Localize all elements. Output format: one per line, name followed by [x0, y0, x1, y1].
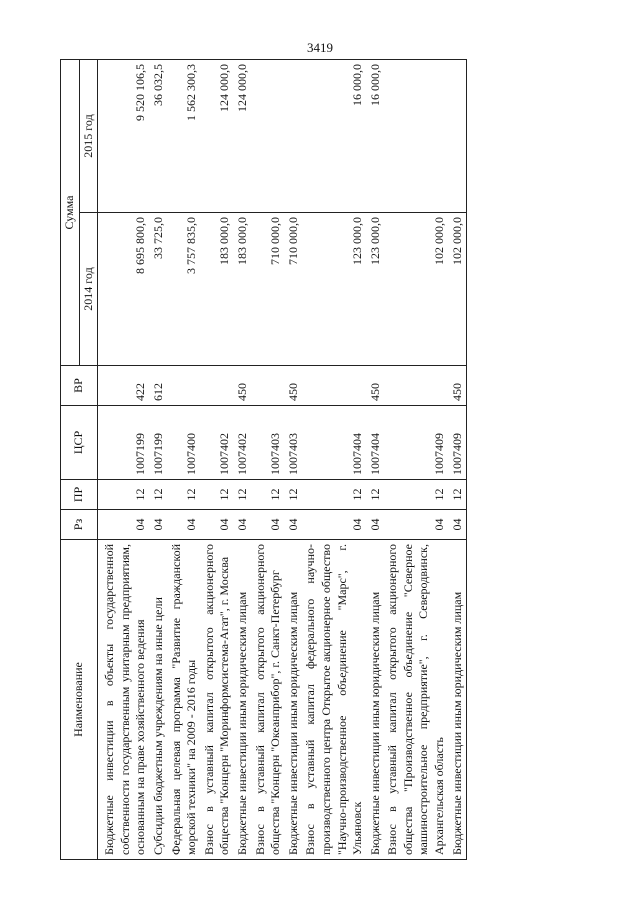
budget-table — [60, 59, 467, 860]
row-rz: 04 — [168, 510, 201, 540]
row-name: Бюджетные инвестиции иным юридическим лицам — [367, 540, 385, 860]
row-vr: 450 — [367, 366, 385, 406]
row-amount-2014: 183 000,0 — [201, 213, 234, 366]
row-vr: 450 — [234, 366, 252, 406]
row-pr: 12 — [252, 480, 285, 510]
header-name: Наименование — [61, 540, 98, 860]
row-amount-2015: 16 000,0 — [367, 59, 385, 212]
row-pr: 12 — [285, 480, 303, 510]
row-name: Взнос в уставный капитал федерального научно-производственного центра Открытое акционерное общество "Научно-производственное объединение "Марс", г. Ульяновск — [302, 540, 366, 860]
row-csr: 1007404 — [302, 406, 366, 480]
table-row — [252, 59, 285, 859]
row-amount-2015: 124 000,0 — [234, 59, 252, 212]
table-row — [150, 59, 168, 859]
row-rz: 04 — [101, 510, 150, 540]
row-rz: 04 — [302, 510, 366, 540]
row-pr: 12 — [234, 480, 252, 510]
row-csr: 1007409 — [449, 406, 467, 480]
rotated-table-container — [60, 60, 610, 860]
row-vr: 450 — [285, 366, 303, 406]
row-pr: 12 — [367, 480, 385, 510]
row-vr — [384, 366, 448, 406]
row-vr — [252, 366, 285, 406]
row-rz: 04 — [252, 510, 285, 540]
row-csr: 1007403 — [285, 406, 303, 480]
row-amount-2014: 102 000,0 — [449, 213, 467, 366]
table-row — [367, 59, 385, 859]
row-amount-2014: 710 000,0 — [285, 213, 303, 366]
row-vr — [302, 366, 366, 406]
row-rz: 04 — [234, 510, 252, 540]
row-amount-2015 — [449, 59, 467, 212]
row-amount-2014: 123 000,0 — [367, 213, 385, 366]
header-rz: Рз — [61, 510, 98, 540]
row-rz: 04 — [449, 510, 467, 540]
table-row — [302, 59, 366, 859]
table-row — [285, 59, 303, 859]
row-vr: 612 — [150, 366, 168, 406]
row-amount-2014: 33 725,0 — [150, 213, 168, 366]
table-row — [101, 59, 150, 859]
table-body — [98, 59, 467, 859]
row-amount-2015 — [252, 59, 285, 212]
row-amount-2015 — [285, 59, 303, 212]
table-row — [449, 59, 467, 859]
row-pr: 12 — [201, 480, 234, 510]
row-name: Бюджетные инвестиции иным юридическим лицам — [449, 540, 467, 860]
row-name: Субсидии бюджетным учреждениям на иные цели — [150, 540, 168, 860]
row-name: Взнос в уставный капитал открытого акционерного общества "Концерн "Океанприбор", г. Санкт-Петербург — [252, 540, 285, 860]
row-rz: 04 — [150, 510, 168, 540]
row-pr: 12 — [168, 480, 201, 510]
header-2015: 2015 год — [79, 59, 98, 212]
row-csr: 1007402 — [234, 406, 252, 480]
row-csr: 1007199 — [101, 406, 150, 480]
row-name: Взнос в уставный капитал открытого акционерного общества "Производственное объединение "Северное машиностроительное предприятие", г. Северодвинск, Архангельская область — [384, 540, 448, 860]
row-amount-2015: 36 032,5 — [150, 59, 168, 212]
row-csr: 1007402 — [201, 406, 234, 480]
row-amount-2014: 183 000,0 — [234, 213, 252, 366]
row-rz: 04 — [384, 510, 448, 540]
row-name: Бюджетные инвестиции иным юридическим лицам — [234, 540, 252, 860]
row-csr: 1007403 — [252, 406, 285, 480]
row-amount-2015: 9 520 106,5 — [101, 59, 150, 212]
row-csr: 1007404 — [367, 406, 385, 480]
row-amount-2015: 124 000,0 — [201, 59, 234, 212]
row-amount-2014: 102 000,0 — [384, 213, 448, 366]
header-sum: Сумма — [61, 59, 80, 365]
header-csr: ЦСР — [61, 406, 98, 480]
row-name: Федеральная целевая программа "Развитие гражданской морской техники" на 2009 - 2016 годы — [168, 540, 201, 860]
row-amount-2014: 710 000,0 — [252, 213, 285, 366]
row-amount-2015 — [384, 59, 448, 212]
row-pr: 12 — [302, 480, 366, 510]
header-vr: ВР — [61, 366, 98, 406]
row-csr: 1007199 — [150, 406, 168, 480]
row-pr: 12 — [150, 480, 168, 510]
row-vr — [168, 366, 201, 406]
row-pr: 12 — [449, 480, 467, 510]
table-row — [201, 59, 234, 859]
row-name: Бюджетные инвестиции иным юридическим лицам — [285, 540, 303, 860]
table-row — [168, 59, 201, 859]
row-amount-2015: 16 000,0 — [302, 59, 366, 212]
row-amount-2014: 123 000,0 — [302, 213, 366, 366]
row-csr: 1007400 — [168, 406, 201, 480]
header-2014: 2014 год — [79, 213, 98, 366]
row-amount-2015: 1 562 300,3 — [168, 59, 201, 212]
row-amount-2014: 3 757 835,0 — [168, 213, 201, 366]
page-number: 3419 — [307, 40, 333, 55]
row-rz: 04 — [367, 510, 385, 540]
row-rz: 04 — [285, 510, 303, 540]
table-row — [234, 59, 252, 859]
table-row — [384, 59, 448, 859]
row-vr: 422 — [101, 366, 150, 406]
row-pr: 12 — [101, 480, 150, 510]
row-vr: 450 — [449, 366, 467, 406]
header-pr: ПР — [61, 480, 98, 510]
row-amount-2014: 8 695 800,0 — [101, 213, 150, 366]
table-header — [61, 59, 98, 859]
row-csr: 1007409 — [384, 406, 448, 480]
row-vr — [201, 366, 234, 406]
row-name: Взнос в уставный капитал открытого акционерного общества "Концерн "Моринформсистема-Агат", г. Москва — [201, 540, 234, 860]
row-rz: 04 — [201, 510, 234, 540]
row-pr: 12 — [384, 480, 448, 510]
row-name: Бюджетные инвестиции в объекты государственной собственности государственным унитарным предприятиям, основанным на праве хозяйственного ведения — [101, 540, 150, 860]
